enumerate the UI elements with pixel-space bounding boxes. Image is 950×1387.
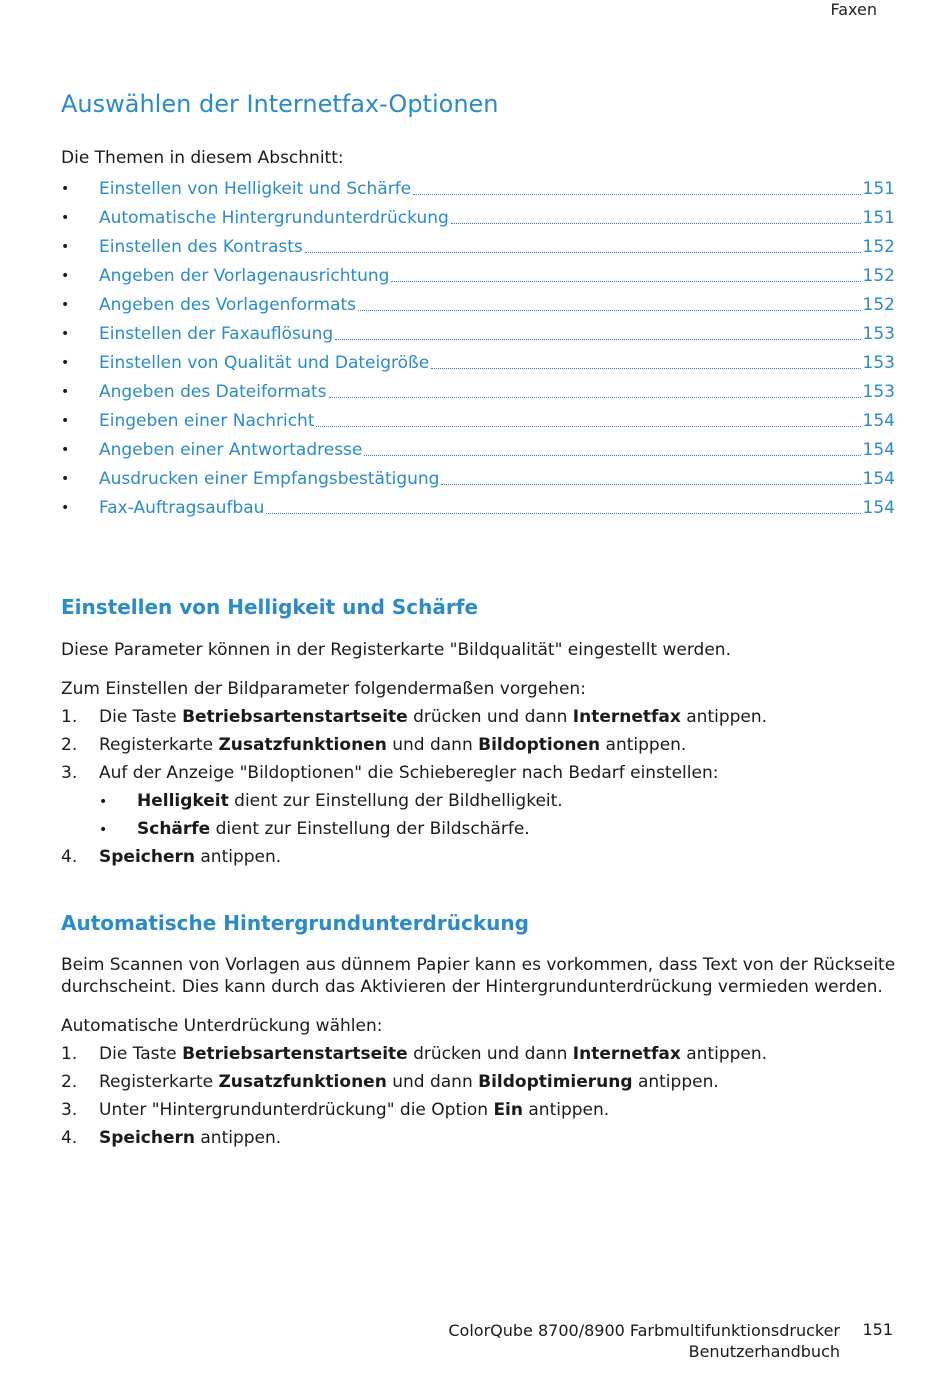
toc-link[interactable]: Einstellen von Helligkeit und Schärfe (99, 178, 412, 199)
step-item (61, 735, 686, 755)
bullet: • (61, 470, 70, 487)
leader-dots (364, 455, 860, 456)
toc-item[interactable] (61, 435, 895, 464)
toc-link[interactable]: Eingeben einer Nachricht (99, 410, 315, 431)
step-text: Registerkarte (99, 735, 219, 755)
step-text: antippen. (680, 707, 768, 727)
bullet: • (61, 383, 70, 400)
step-number: 2. (61, 735, 78, 755)
step-text: antippen. (632, 1072, 719, 1092)
step-text: drücken und dann (407, 1044, 573, 1064)
leader-dots (441, 484, 860, 485)
bullet: • (61, 325, 70, 342)
ui-term: Speichern (99, 847, 195, 867)
toc-page[interactable]: 154 (862, 410, 895, 431)
step-text: antippen. (194, 1128, 282, 1148)
step-number: 3. (61, 1100, 78, 1120)
step-item (61, 1128, 281, 1148)
bullet: • (61, 296, 70, 313)
toc-item[interactable] (61, 174, 895, 203)
toc-page[interactable]: 152 (862, 236, 895, 257)
leader-dots (391, 281, 860, 282)
leader-dots (335, 339, 860, 340)
step-text: drücken und dann (407, 707, 573, 727)
step-text: Die Taste (99, 1044, 183, 1064)
toc-intro: Die Themen in diesem Abschnitt: (61, 148, 344, 168)
toc-list (61, 174, 895, 522)
toc-page[interactable]: 154 (862, 497, 895, 518)
step-item (61, 1100, 609, 1120)
ui-term: Speichern (99, 1128, 195, 1148)
ui-term: Schärfe (137, 819, 211, 839)
footer-product-name: ColorQube 8700/8900 Farbmultifunktionsdrucker (448, 1321, 840, 1340)
paragraph: Automatische Unterdrückung wählen: (61, 1016, 383, 1036)
step-text: Auf der Anzeige "Bildoptionen" die Schieberegler nach Bedarf einstellen: (99, 763, 719, 783)
ui-term: Betriebsartenstartseite (182, 1044, 408, 1064)
step-text: und dann (386, 735, 479, 755)
step-item (61, 1072, 719, 1092)
section-heading: Einstellen von Helligkeit und Schärfe (61, 595, 479, 619)
toc-item[interactable] (61, 319, 895, 348)
toc-link[interactable]: Angeben des Dateiformats (99, 381, 327, 402)
step-text: antippen. (522, 1100, 610, 1120)
leader-dots (305, 252, 861, 253)
toc-page[interactable]: 152 (862, 294, 895, 315)
bullet: • (61, 267, 70, 284)
toc-item[interactable] (61, 464, 895, 493)
ui-term: Zusatzfunktionen (218, 1072, 387, 1092)
toc-page[interactable]: 154 (862, 468, 895, 489)
bullet: • (61, 209, 70, 226)
step-text: und dann (386, 1072, 479, 1092)
leader-dots (358, 310, 861, 311)
step-number: 2. (61, 1072, 78, 1092)
toc-page[interactable]: 153 (862, 381, 895, 402)
toc-item[interactable] (61, 406, 895, 435)
ui-term: Helligkeit (137, 791, 229, 811)
toc-page[interactable]: 151 (862, 178, 895, 199)
step-text: antippen. (194, 847, 282, 867)
toc-item[interactable] (61, 348, 895, 377)
bullet: • (61, 238, 70, 255)
toc-link[interactable]: Angeben des Vorlagenformats (99, 294, 357, 315)
paragraph: Zum Einstellen der Bildparameter folgendermaßen vorgehen: (61, 679, 586, 699)
ui-term: Zusatzfunktionen (218, 735, 387, 755)
toc-page[interactable]: 151 (862, 207, 895, 228)
ui-term: Ein (493, 1100, 523, 1120)
toc-link[interactable]: Ausdrucken einer Empfangsbestätigung (99, 468, 440, 489)
step-number: 3. (61, 763, 78, 783)
bullet: • (99, 822, 108, 838)
page-number: 151 (862, 1320, 893, 1339)
toc-page[interactable]: 152 (862, 265, 895, 286)
section-heading: Automatische Hintergrundunterdrückung (61, 911, 529, 935)
sub-text: dient zur Einstellung der Bildhelligkeit. (228, 791, 563, 811)
step-number: 1. (61, 707, 78, 727)
footer-manual-name: Benutzerhandbuch (688, 1342, 840, 1361)
paragraph: durchscheint. Dies kann durch das Aktivieren der Hintergrundunterdrückung vermieden werden. (61, 977, 883, 997)
leader-dots (431, 368, 860, 369)
footer-product (448, 1320, 840, 1362)
page-title: Auswählen der Internetfax-Optionen (61, 90, 499, 118)
toc-item[interactable] (61, 493, 895, 522)
step-item (61, 763, 718, 783)
step-number: 4. (61, 1128, 78, 1148)
toc-link[interactable]: Automatische Hintergrundunterdrückung (99, 207, 449, 228)
toc-item[interactable] (61, 290, 895, 319)
toc-link[interactable]: Einstellen der Faxauflösung (99, 323, 334, 344)
step-item (61, 847, 281, 867)
toc-link[interactable]: Einstellen des Kontrasts (99, 236, 303, 257)
step-text: Die Taste (99, 707, 183, 727)
bullet: • (61, 441, 70, 458)
bullet: • (61, 354, 70, 371)
toc-link[interactable]: Einstellen von Qualität und Dateigröße (99, 352, 430, 373)
ui-term: Internetfax (572, 707, 681, 727)
toc-link[interactable]: Angeben einer Antwortadresse (99, 439, 363, 460)
step-text: antippen. (600, 735, 687, 755)
step-text: antippen. (680, 1044, 768, 1064)
toc-link[interactable]: Angeben der Vorlagenausrichtung (99, 265, 390, 286)
step-item (61, 1044, 767, 1064)
leader-dots (451, 223, 861, 224)
ui-term: Internetfax (572, 1044, 681, 1064)
toc-item[interactable] (61, 377, 895, 406)
step-text: Registerkarte (99, 1072, 219, 1092)
leader-dots (316, 426, 860, 427)
paragraph: Beim Scannen von Vorlagen aus dünnem Papier kann es vorkommen, dass Text von der Rückseite (61, 955, 896, 975)
step-number: 4. (61, 847, 78, 867)
leader-dots (413, 194, 860, 195)
sub-list-item (99, 819, 530, 839)
bullet: • (61, 499, 70, 516)
toc-item[interactable] (61, 203, 895, 232)
ui-term: Betriebsartenstartseite (182, 707, 408, 727)
toc-item[interactable] (61, 232, 895, 261)
leader-dots (329, 397, 861, 398)
toc-link[interactable]: Fax-Auftragsaufbau (99, 497, 265, 518)
bullet: • (61, 412, 70, 429)
sub-text: dient zur Einstellung der Bildschärfe. (210, 819, 530, 839)
step-number: 1. (61, 1044, 78, 1064)
toc-page[interactable]: 154 (862, 439, 895, 460)
bullet: • (61, 180, 70, 197)
step-item (61, 707, 767, 727)
paragraph: Diese Parameter können in der Registerkarte "Bildqualität" eingestellt werden. (61, 640, 731, 660)
toc-page[interactable]: 153 (862, 323, 895, 344)
step-text: Unter "Hintergrundunterdrückung" die Option (99, 1100, 494, 1120)
ui-term: Bildoptimierung (478, 1072, 633, 1092)
bullet: • (99, 794, 108, 810)
sub-list-item (99, 791, 563, 811)
leader-dots (266, 513, 860, 514)
toc-page[interactable]: 153 (862, 352, 895, 373)
toc-item[interactable] (61, 261, 895, 290)
ui-term: Bildoptionen (478, 735, 601, 755)
running-header: Faxen (830, 0, 877, 19)
